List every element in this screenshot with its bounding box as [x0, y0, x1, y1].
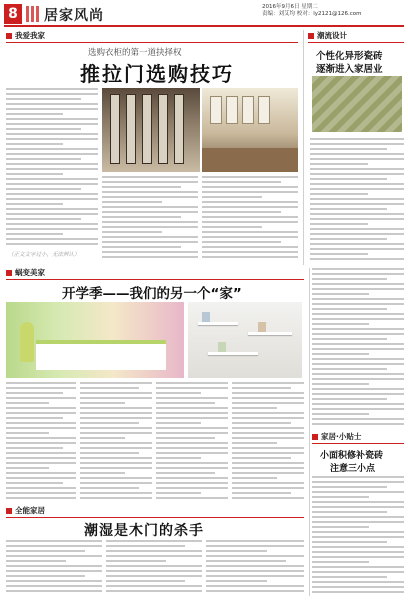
editor-line: 责编：刘艾均 校对：ly2121@126.com	[262, 11, 362, 17]
date-block	[262, 4, 362, 18]
section-label-trend-design: 潮流设计	[308, 31, 347, 41]
tips-headline-line-2: 注意三小点	[330, 464, 376, 474]
sliding-door-photo	[102, 88, 200, 172]
tile-article-text-continued	[312, 268, 404, 428]
bottom-article-text-col-1	[6, 540, 102, 596]
main-headline: 推拉门选购技巧	[80, 62, 234, 86]
main-article-text-col-3	[202, 176, 298, 262]
middle-article-text-col-1	[6, 382, 76, 502]
section-label-home-tips: 家居·小贴士	[312, 432, 361, 442]
bottom-article-text-col-3	[206, 540, 304, 596]
section-rule	[6, 279, 304, 280]
page-section-title: 居家风尚	[44, 8, 104, 24]
decorative-stripes	[26, 6, 40, 22]
bottom-headline: 潮湿是木门的杀手	[84, 523, 204, 539]
tips-headline-line-1: 小面积修补瓷砖	[320, 451, 384, 461]
tile-headline-line-2: 逐渐进入家居业	[316, 64, 383, 75]
main-article-text-col-2	[102, 176, 198, 262]
unreadable-note: （正文文字过小，无法辨认）	[8, 252, 80, 258]
main-article-text-col-1	[6, 88, 98, 248]
middle-article-text-col-3	[156, 382, 228, 502]
middle-headline: 开学季——我们的另一个“家”	[62, 286, 242, 302]
tips-article-text	[312, 476, 404, 596]
column-divider	[303, 30, 304, 265]
tile-headline-line-1: 个性化异形瓷砖	[316, 51, 383, 62]
masthead	[4, 4, 404, 24]
main-kicker: 选购衣柜的第一道抉择权	[88, 48, 182, 58]
hexagon-tile-photo	[312, 76, 402, 132]
wall-shelf-photo	[188, 302, 302, 378]
column-divider	[309, 268, 310, 596]
bottom-article-text-col-2	[106, 540, 202, 596]
middle-article-text-col-2	[80, 382, 152, 502]
wardrobe-photo	[202, 88, 298, 172]
page-number: 8	[4, 4, 22, 24]
section-label-home-makeover: 蜗变美家	[6, 268, 45, 278]
section-rule	[6, 517, 304, 518]
middle-article-text-col-4	[232, 382, 304, 502]
tile-article-text	[310, 138, 404, 262]
section-label-my-home: 我爱我家	[6, 31, 45, 41]
date-line: 2016年9月6日 星期二	[262, 4, 318, 10]
dorm-room-photo	[6, 302, 184, 378]
section-rule	[308, 42, 404, 43]
section-label-all-round-home: 全能家居	[6, 506, 45, 516]
masthead-rule	[4, 25, 404, 27]
section-rule	[312, 443, 404, 444]
section-rule	[6, 42, 298, 43]
